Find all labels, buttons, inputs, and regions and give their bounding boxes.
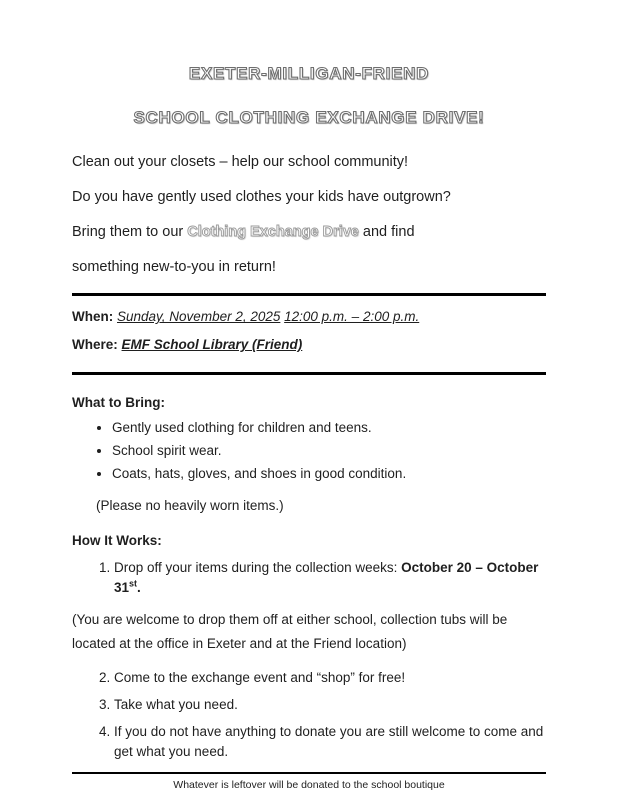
intro-line-3-post: and find (358, 224, 415, 241)
how-step-4: 4. If you do not have anything to donate you are still welcome to come and get what you need. (114, 722, 546, 763)
when-line (72, 309, 546, 324)
how-step-3: 3. Take what you need. (114, 695, 546, 715)
drop-off-note: (You are welcome to drop them off at either school, collection tubs will be located at the office in Exeter and at the Friend location) (72, 612, 508, 652)
intro-line-4: something new-to-you in return! (72, 259, 276, 276)
leftover-footer-note: Whatever is leftover will be donated to the school boutique (173, 778, 445, 791)
intro-line-3-pre: Bring them to our (72, 224, 188, 241)
intro-line-2: Do you have gently used clothes your kids have outgrown? (72, 188, 451, 205)
when-label: When: (72, 309, 114, 325)
how-it-works-list-part2 (72, 668, 546, 763)
divider-middle (72, 372, 546, 375)
how-step-1 (114, 558, 546, 599)
where-label: Where: (72, 337, 118, 353)
no-worn-items-note: (Please no heavily worn items.) (96, 497, 284, 513)
how-step-1-period: . (137, 580, 141, 596)
divider-top (72, 293, 546, 296)
how-step-1-text: Drop off your items during the collection weeks: (114, 559, 402, 575)
flyer-title-line2: SCHOOL CLOTHING EXCHANGE DRIVE! (133, 108, 485, 128)
what-to-bring-list (72, 420, 546, 483)
how-step-1-ordinal: st (129, 578, 138, 589)
flyer-title-line1: EXETER-MILLIGAN-FRIEND (188, 64, 430, 83)
intro-section (72, 153, 546, 277)
intro-line-3 (72, 223, 546, 241)
how-it-works-list-part1 (72, 558, 546, 599)
how-step-2: 2. Come to the exchange event and “shop” for free! (114, 668, 546, 688)
divider-bottom (72, 772, 546, 774)
clothing-exchange-drive-highlight: Clothing Exchange Drive (187, 224, 359, 241)
when-date: Sunday, November 2, 2025 (117, 309, 281, 325)
how-step-1-dates: October 20 – October 31 (114, 559, 539, 596)
bring-item-3: • Coats, hats, gloves, and shoes in good condition. (112, 466, 546, 483)
where-value: EMF School Library (Friend) (121, 337, 303, 353)
where-line (72, 337, 546, 352)
intro-line-1: Clean out your closets – help our school community! (72, 153, 409, 170)
how-it-works-heading: How It Works: (72, 532, 162, 548)
bring-item-2: • School spirit wear. (112, 443, 546, 460)
when-time: 12:00 p.m. – 2:00 p.m. (284, 309, 420, 325)
what-to-bring-heading: What to Bring: (72, 395, 165, 411)
bring-item-1: • Gently used clothing for children and teens. (112, 420, 546, 437)
